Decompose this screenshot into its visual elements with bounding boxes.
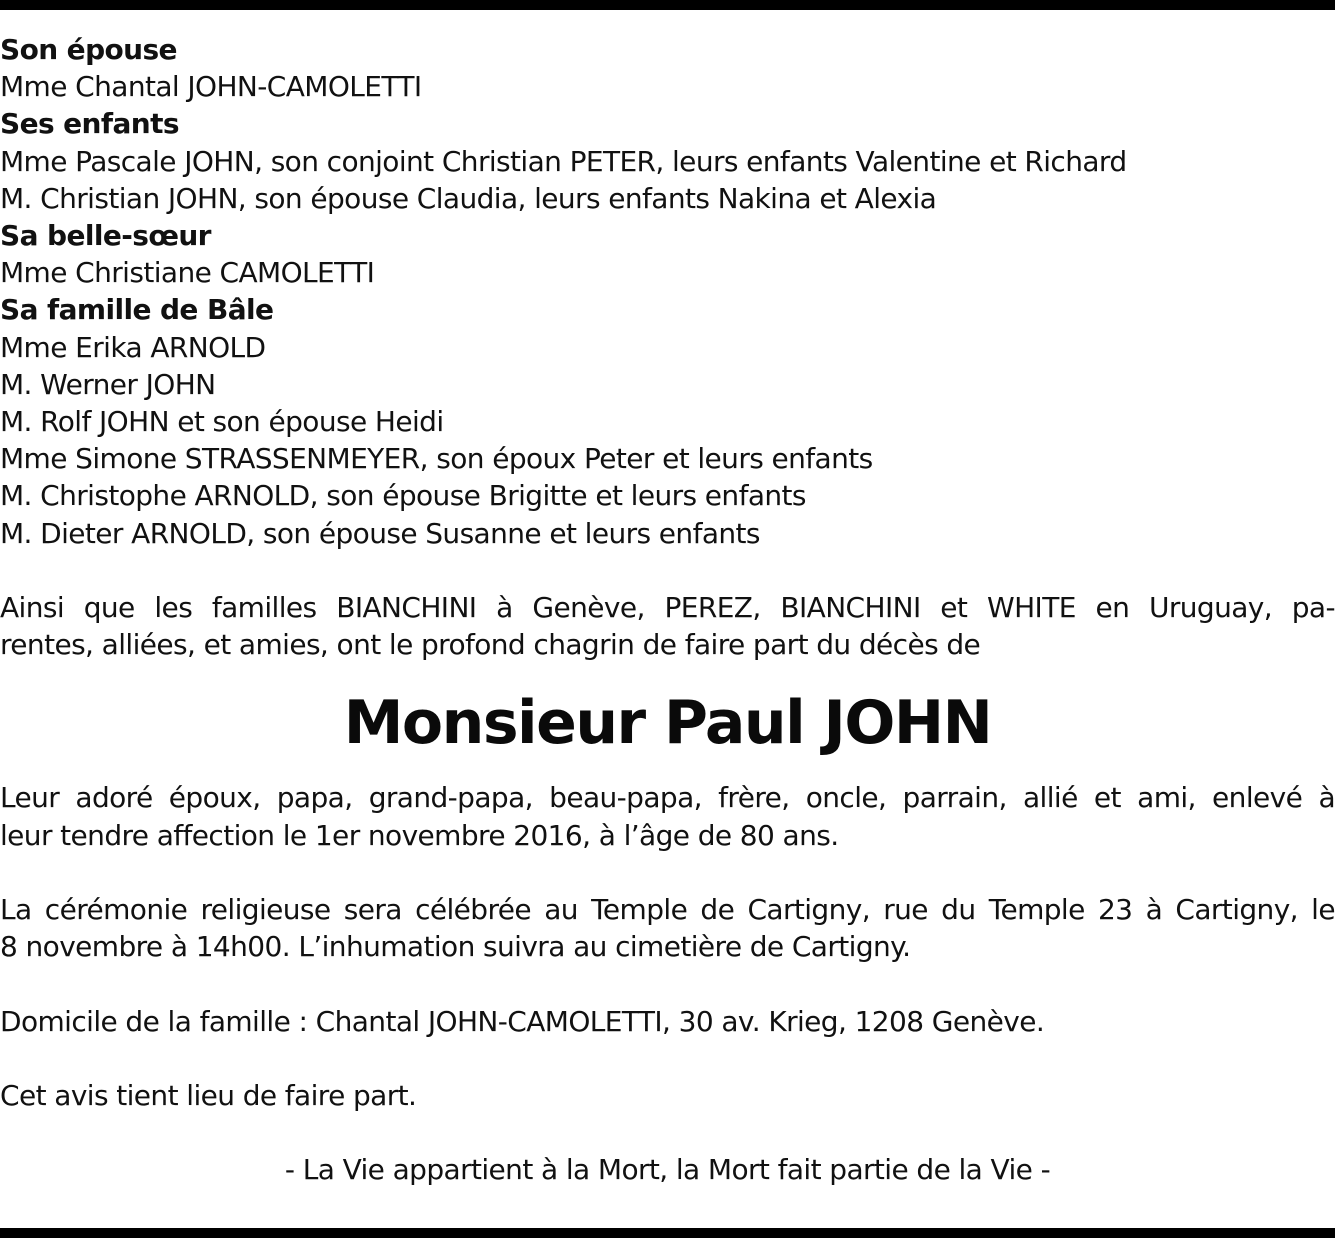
family-member-line: M. Christophe ARNOLD, son épouse Brigitte et leurs enfants <box>0 479 806 513</box>
deceased-name: Monsieur Paul JOHN <box>343 688 992 759</box>
family-member-line: Mme Chantal JOHN-CAMOLETTI <box>0 70 422 104</box>
family-section-basel <box>0 291 1335 551</box>
family-member-line: Mme Christiane CAMOLETTI <box>0 256 375 290</box>
spacer <box>0 1114 1335 1151</box>
bottom-border-rule <box>0 1228 1335 1238</box>
family-section-spouse <box>0 31 1335 105</box>
family-section-children <box>0 105 1335 217</box>
announcement-paragraph <box>0 589 1335 663</box>
announcement-line: Ainsi que les familles BIANCHINI à Genève, PEREZ, BIANCHINI et WHITE en Uruguay, pa- <box>0 591 1335 625</box>
section-heading: Son épouse <box>0 33 177 66</box>
family-member-line: M. Rolf JOHN et son épouse Heidi <box>0 405 444 439</box>
spacer <box>0 1040 1335 1077</box>
ceremony-paragraph <box>0 891 1335 965</box>
section-heading: Sa famille de Bâle <box>0 293 274 327</box>
tribute-line: Leur adoré époux, papa, grand-papa, beau-papa, frère, oncle, parrain, allié et ami, enlevé à <box>0 781 1335 815</box>
family-member-line: Mme Pascale JOHN, son conjoint Christian PETER, leurs enfants Valentine et Richard <box>0 144 1127 178</box>
section-heading: Sa belle-sœur <box>0 219 211 253</box>
announcement-line: rentes, alliées, et amies, ont le profond chagrin de faire part du décès de <box>0 628 981 662</box>
notice-statement: Cet avis tient lieu de faire part. <box>0 1079 417 1113</box>
ceremony-line: La cérémonie religieuse sera célébrée au Temple de Cartigny, rue du Temple 23 à Cartigny, le <box>0 893 1335 927</box>
obituary-notice <box>0 31 1335 1189</box>
family-member-line: Mme Erika ARNOLD <box>0 330 266 364</box>
family-domicile: Domicile de la famille : Chantal JOHN-CAMOLETTI, 30 av. Krieg, 1208 Genève. <box>0 1004 1045 1038</box>
section-heading: Ses enfants <box>0 107 179 141</box>
tribute-line: leur tendre affection le 1er novembre 2016, à l’âge de 80 ans. <box>0 818 839 852</box>
family-member-line: Mme Simone STRASSENMEYER, son époux Peter et leurs enfants <box>0 442 873 476</box>
ceremony-line: 8 novembre à 14h00. L’inhumation suivra au cimetière de Cartigny. <box>0 930 911 964</box>
top-border-rule <box>0 0 1335 10</box>
family-member-line: M. Dieter ARNOLD, son épouse Susanne et leurs enfants <box>0 516 760 550</box>
closing-motto: - La Vie appartient à la Mort, la Mort fait partie de la Vie - <box>284 1153 1051 1187</box>
family-section-sister-in-law <box>0 217 1335 291</box>
family-member-line: M. Christian JOHN, son épouse Claudia, leurs enfants Nakina et Alexia <box>0 181 937 215</box>
spacer <box>0 965 1335 1002</box>
family-member-line: M. Werner JOHN <box>0 367 216 401</box>
spacer <box>0 854 1335 891</box>
spacer <box>0 552 1335 589</box>
tribute-paragraph <box>0 779 1335 853</box>
